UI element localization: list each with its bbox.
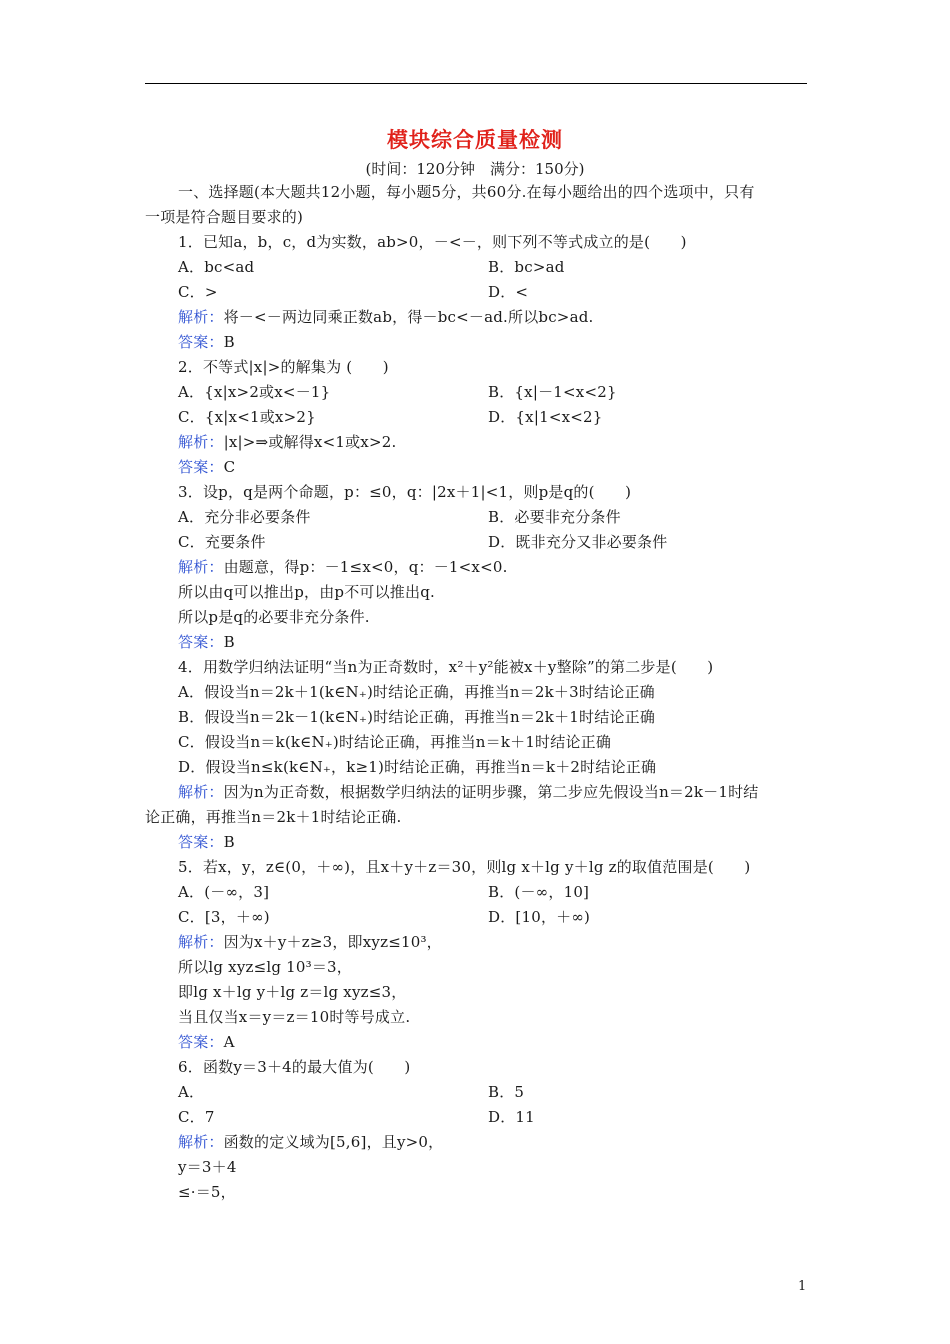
q3-analysis-line: 所以p是q的必要非充分条件. bbox=[178, 608, 370, 626]
q1-answer bbox=[178, 333, 235, 351]
q6-analysis bbox=[178, 1133, 443, 1151]
q2-option-a: A．{x|x>2或x<－1} bbox=[178, 383, 331, 401]
page-number: 1 bbox=[798, 1279, 807, 1294]
q6-option-a: A． bbox=[178, 1083, 205, 1101]
q4-stem: 4．用数学归纳法证明“当n为正奇数时，x²＋y²能被x＋y整除”的第二步是( ) bbox=[178, 658, 714, 676]
header-rule bbox=[145, 83, 807, 84]
q4-option-a: A．假设当n＝2k＋1(k∈N₊)时结论正确，再推当n＝2k＋3时结论正确 bbox=[178, 683, 655, 701]
analysis-label: 解析： bbox=[178, 1133, 224, 1151]
q4-analysis bbox=[178, 783, 759, 801]
analysis-label: 解析： bbox=[178, 783, 224, 801]
q1-option-a: A．bc<ad bbox=[178, 258, 255, 276]
exam-info: (时间：120分钟 满分：150分) bbox=[365, 160, 585, 178]
q5-analysis-line: 所以lg xyz≤lg 10³＝3， bbox=[178, 958, 352, 976]
q2-stem: 2．不等式|x|>的解集为 ( ) bbox=[178, 358, 389, 376]
q5-option-c: C．[3，＋∞) bbox=[178, 908, 270, 926]
q3-answer bbox=[178, 633, 235, 651]
q2-option-c: C．{x|x<1或x>2} bbox=[178, 408, 316, 426]
q4-option-b: B．假设当n＝2k－1(k∈N₊)时结论正确，再推当n＝2k＋1时结论正确 bbox=[178, 708, 656, 726]
q3-analysis bbox=[178, 558, 508, 576]
analysis-label: 解析： bbox=[178, 933, 224, 951]
q2-option-b: B．{x|－1<x<2} bbox=[488, 383, 617, 401]
q3-option-d: D．既非充分又非必要条件 bbox=[488, 533, 668, 551]
q5-answer bbox=[178, 1033, 235, 1051]
section-intro: 一、选择题(本大题共12小题，每小题5分，共60分.在每小题给出的四个选项中，只有 bbox=[178, 183, 755, 201]
analysis-label: 解析： bbox=[178, 308, 224, 326]
q5-option-d: D．[10，＋∞) bbox=[488, 908, 591, 926]
q5-option-b: B．(－∞，10] bbox=[488, 883, 590, 901]
q1-analysis bbox=[178, 308, 594, 326]
section-intro-cont: 一项是符合题目要求的) bbox=[145, 208, 304, 226]
q6-analysis-line: ≤·＝5， bbox=[178, 1183, 236, 1201]
q4-option-d: D．假设当n≤k(k∈N₊，k≥1)时结论正确，再推当n＝k＋2时结论正确 bbox=[178, 758, 657, 776]
q4-answer bbox=[178, 833, 235, 851]
q4-option-c: C．假设当n＝k(k∈N₊)时结论正确，再推当n＝k＋1时结论正确 bbox=[178, 733, 612, 751]
answer-label: 答案： bbox=[178, 458, 224, 476]
analysis-text: 将－<－两边同乘正数ab，得－bc<－ad.所以bc>ad. bbox=[223, 308, 594, 326]
answer-label: 答案： bbox=[178, 633, 224, 651]
q6-option-d: D．11 bbox=[488, 1108, 535, 1126]
q6-option-b: B．5 bbox=[488, 1083, 525, 1101]
q6-stem: 6．函数y＝3＋4的最大值为( ) bbox=[178, 1058, 411, 1076]
q3-option-a: A．充分非必要条件 bbox=[178, 508, 311, 526]
q3-option-c: C．充要条件 bbox=[178, 533, 266, 551]
analysis-text: |x|>⇒或解得x<1或x>2. bbox=[223, 433, 397, 451]
q5-option-a: A．(－∞，3] bbox=[178, 883, 270, 901]
analysis-label: 解析： bbox=[178, 433, 224, 451]
q1-option-c: C．> bbox=[178, 283, 218, 301]
q5-analysis bbox=[178, 933, 442, 951]
q3-option-b: B．必要非充分条件 bbox=[488, 508, 621, 526]
answer-value: A bbox=[223, 1033, 235, 1051]
answer-label: 答案： bbox=[178, 833, 224, 851]
analysis-text: 函数的定义域为[5,6]，且y>0， bbox=[223, 1133, 444, 1151]
answer-value: C bbox=[223, 458, 236, 476]
analysis-text: 由题意，得p：－1≤x<0，q：－1<x<0. bbox=[223, 558, 508, 576]
analysis-text: 因为n为正奇数，根据数学归纳法的证明步骤，第二步应先假设当n＝2k－1时结 bbox=[223, 783, 759, 801]
q5-stem: 5．若x，y，z∈(0，＋∞)，且x＋y＋z＝30，则lg x＋lg y＋lg z的取值范围是( ) bbox=[178, 858, 751, 876]
answer-value: B bbox=[223, 333, 235, 351]
q2-analysis bbox=[178, 433, 396, 451]
q3-analysis-line: 所以由q可以推出p，由p不可以推出q. bbox=[178, 583, 435, 601]
q6-option-c: C．7 bbox=[178, 1108, 215, 1126]
answer-value: B bbox=[223, 633, 235, 651]
q5-analysis-line: 即lg x＋lg y＋lg z＝lg xyz≤3， bbox=[178, 983, 407, 1001]
analysis-label: 解析： bbox=[178, 558, 224, 576]
q5-analysis-line: 当且仅当x＝y＝z＝10时等号成立. bbox=[178, 1008, 411, 1026]
q2-option-d: D．{x|1<x<2} bbox=[488, 408, 603, 426]
q4-analysis-cont: 论正确，再推当n＝2k＋1时结论正确. bbox=[145, 808, 402, 826]
q1-stem: 1．已知a，b，c，d为实数，ab>0，－<－，则下列不等式成立的是( ) bbox=[178, 233, 687, 251]
q3-stem: 3．设p，q是两个命题，p：≤0，q：|2x＋1|<1，则p是q的( ) bbox=[178, 483, 632, 501]
q6-analysis-line: y＝3＋4 bbox=[178, 1158, 237, 1176]
page-title: 模块综合质量检测 bbox=[387, 127, 563, 152]
answer-label: 答案： bbox=[178, 1033, 224, 1051]
q2-answer bbox=[178, 458, 235, 476]
answer-label: 答案： bbox=[178, 333, 224, 351]
analysis-text: 因为x＋y＋z≥3，即xyz≤10³， bbox=[223, 933, 442, 951]
q1-option-d: D．< bbox=[488, 283, 529, 301]
answer-value: B bbox=[223, 833, 235, 851]
q1-option-b: B．bc>ad bbox=[488, 258, 565, 276]
